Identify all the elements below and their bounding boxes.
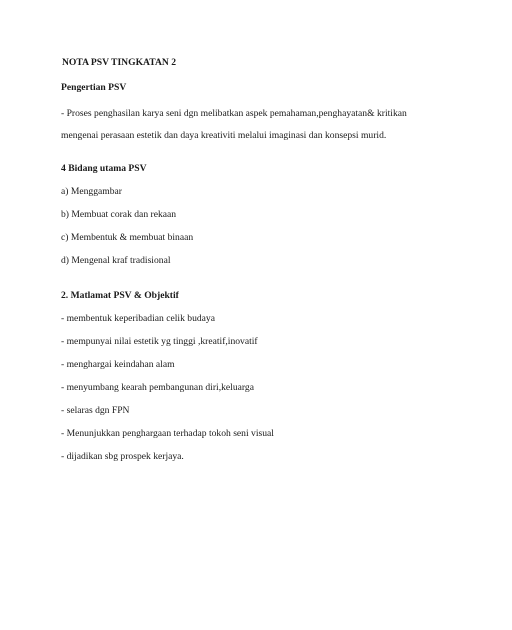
list-item: c) Membentuk & membuat binaan xyxy=(61,232,194,243)
list-item: a) Menggambar xyxy=(61,186,123,197)
paragraph-line: mengenai perasaan estetik dan daya kreativiti melalui imaginasi dan konsepsi murid. xyxy=(61,130,387,141)
list-item: - menghargai keindahan alam xyxy=(61,359,175,370)
list-item: b) Membuat corak dan rekaan xyxy=(61,209,177,220)
document-title: NOTA PSV TINGKATAN 2 xyxy=(62,57,176,68)
list-item: - menyumbang kearah pembangunan diri,keluarga xyxy=(61,382,254,393)
section-heading-bidang: 4 Bidang utama PSV xyxy=(61,163,147,174)
list-item: - selaras dgn FPN xyxy=(61,405,130,416)
list-item: - dijadikan sbg prospek kerjaya. xyxy=(61,451,184,462)
list-item: - membentuk keperibadian celik budaya xyxy=(61,313,215,324)
list-item: - mempunyai nilai estetik yg tinggi ,kreatif,inovatif xyxy=(61,336,258,347)
paragraph-line: - Proses penghasilan karya seni dgn melibatkan aspek pemahaman,penghayatan& kritikan xyxy=(61,108,407,119)
section-heading-pengertian: Pengertian PSV xyxy=(61,82,127,93)
list-item: d) Mengenal kraf tradisional xyxy=(61,255,171,266)
list-item: - Menunjukkan penghargaan terhadap tokoh seni visual xyxy=(61,428,274,439)
section-heading-matlamat: 2. Matlamat PSV & Objektif xyxy=(61,290,179,301)
